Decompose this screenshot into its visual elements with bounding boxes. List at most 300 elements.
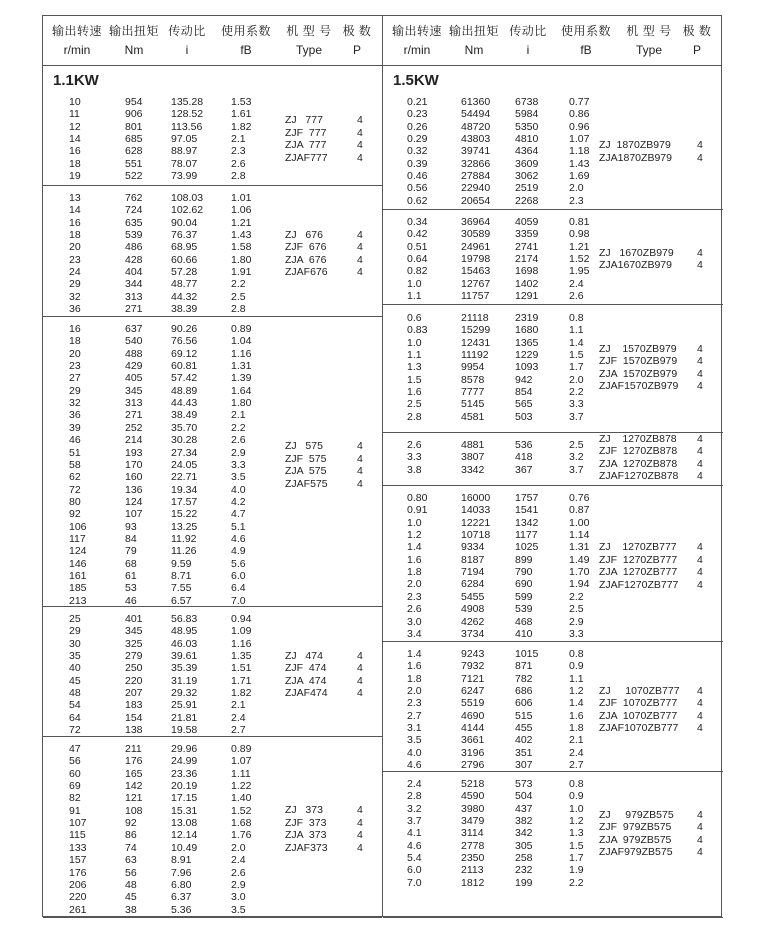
service-factor-cell: 7.0 (231, 594, 246, 607)
torque-cell: 4881 (461, 439, 485, 451)
speed-cell: 117 (69, 532, 86, 545)
torque-cell: 19798 (461, 253, 491, 266)
torque-cell: 271 (125, 409, 143, 422)
ratio-cell: 232 (515, 864, 533, 877)
torque-cell: 762 (125, 192, 143, 204)
speed-cell: 1.8 (407, 672, 422, 685)
ratio-cell: 4364 (515, 145, 539, 158)
model-entry (285, 266, 363, 279)
ratio-cell: 38.49 (171, 409, 198, 422)
ratio-cell: 12.14 (171, 829, 198, 842)
model-entry (599, 684, 703, 698)
speed-cell: 27 (69, 372, 81, 385)
model-type: ZJA1870ZB979 (599, 151, 672, 164)
right-power-label: 1.5KW (393, 72, 439, 89)
service-factor-cell: 1.09 (231, 625, 252, 638)
service-factor-cell: 1.18 (569, 145, 590, 158)
service-factor-cell: 2.0 (231, 841, 246, 854)
service-factor-cell: 1.8 (569, 722, 584, 735)
service-factor-cell: 2.4 (569, 746, 584, 759)
ratio-cell: 24.05 (171, 458, 198, 471)
ratio-cell: 690 (515, 578, 533, 591)
left-header-torque (103, 16, 165, 58)
model-poles: 4 (697, 578, 703, 591)
ratio-cell: 56.83 (171, 613, 198, 625)
speed-cell: 161 (69, 570, 87, 582)
service-factor-cell: 1.31 (569, 541, 590, 554)
model-type: ZJAF979ZB575 (599, 846, 673, 859)
torque-cell: 6284 (461, 578, 485, 591)
model-poles: 4 (697, 367, 703, 380)
speed-cell: 176 (69, 866, 87, 879)
model-type: ZJA 1570ZB979 (599, 367, 678, 380)
ratio-cell: 4059 (515, 216, 539, 228)
ratio-cell: 19.34 (171, 483, 198, 496)
model-type: ZJ 1270ZB878 (599, 432, 677, 445)
ratio-cell: 342 (515, 827, 533, 840)
header-label-cn: 输出扭矩 (448, 24, 499, 38)
model-type: ZJF 474 (285, 662, 327, 675)
model-entry (599, 139, 703, 152)
speed-cell: 46 (69, 434, 81, 447)
service-factor-cell: 1.3 (569, 827, 584, 840)
ratio-cell: 7.55 (171, 582, 192, 595)
ratio-cell: 515 (515, 709, 533, 722)
service-factor-cell: 3.3 (231, 458, 246, 471)
model-type: ZJA 575 (285, 465, 327, 478)
ratio-cell: 48.95 (171, 625, 198, 638)
model-poles: 4 (697, 821, 703, 834)
torque-cell: 43803 (461, 133, 491, 146)
service-factor-cell: 2.2 (569, 590, 584, 603)
service-factor-cell: 1.01 (231, 192, 252, 204)
speed-cell: 0.64 (407, 253, 428, 266)
speed-cell: 2.8 (407, 790, 422, 803)
model-type: ZJF 373 (285, 816, 327, 829)
speed-cell: 18 (69, 157, 81, 170)
service-factor-cell: 2.3 (231, 145, 246, 158)
service-factor-cell: 4.7 (231, 508, 246, 521)
speed-cell: 157 (69, 854, 87, 867)
model-entry (599, 380, 703, 393)
speed-cell: 1.0 (407, 516, 422, 529)
service-factor-cell: 3.7 (569, 410, 584, 423)
ratio-cell: 46.03 (171, 637, 198, 650)
torque-cell: 176 (125, 755, 143, 768)
header-label-cn: 使用系数 (220, 24, 271, 38)
torque-cell: 108 (125, 804, 143, 817)
left-header-poles (335, 16, 379, 58)
torque-cell: 27884 (461, 170, 491, 183)
torque-cell: 61 (125, 570, 137, 582)
header-label-unit: P (352, 43, 361, 57)
service-factor-cell: 2.9 (569, 615, 584, 628)
ratio-cell: 60.81 (171, 360, 198, 373)
torque-cell: 12431 (461, 336, 491, 349)
ratio-cell: 1402 (515, 277, 539, 290)
model-poles: 4 (697, 259, 703, 272)
service-factor-cell: 3.5 (231, 471, 246, 484)
model-poles: 4 (697, 457, 703, 470)
torque-cell: 138 (125, 724, 143, 737)
ratio-cell: 351 (515, 746, 533, 759)
model-poles: 4 (697, 470, 703, 483)
model-poles: 4 (357, 816, 363, 829)
ratio-cell: 6.80 (171, 878, 192, 891)
ratio-cell: 1093 (515, 361, 539, 374)
torque-cell: 220 (125, 674, 143, 687)
speed-cell: 60 (69, 767, 81, 780)
ratio-cell: 15.22 (171, 508, 198, 521)
model-poles: 4 (357, 841, 363, 854)
torque-cell: 84 (125, 532, 137, 545)
ratio-cell: 899 (515, 553, 533, 566)
model-type: ZJ 575 (285, 440, 323, 453)
torque-cell: 9954 (461, 361, 485, 374)
ratio-cell: 503 (515, 410, 533, 423)
service-factor-cell: 2.5 (569, 603, 584, 616)
torque-cell: 3734 (461, 627, 485, 640)
ratio-cell: 10.49 (171, 841, 198, 854)
torque-cell: 4908 (461, 603, 485, 616)
torque-cell: 12221 (461, 516, 491, 529)
ratio-cell: 68.95 (171, 241, 198, 254)
service-factor-cell: 6.0 (231, 570, 246, 582)
service-factor-cell: 1.21 (569, 240, 590, 253)
torque-cell: 7932 (461, 660, 485, 673)
service-factor-cell: 0.89 (231, 323, 252, 335)
model-entry (285, 126, 363, 140)
service-factor-cell: 2.8 (231, 303, 246, 316)
service-factor-cell: 2.5 (569, 439, 584, 451)
model-poles: 4 (697, 722, 703, 735)
ratio-cell: 1541 (515, 504, 539, 517)
speed-cell: 29 (69, 278, 81, 291)
speed-cell: 4.0 (407, 746, 422, 759)
speed-cell: 0.82 (407, 265, 428, 278)
speed-cell: 2.5 (407, 398, 422, 411)
ratio-cell: 57.28 (171, 266, 198, 279)
speed-cell: 1.1 (407, 349, 422, 362)
torque-cell: 16000 (461, 492, 491, 504)
speed-cell: 19 (69, 170, 81, 183)
ratio-cell: 504 (515, 790, 533, 803)
speed-cell: 1.8 (407, 566, 422, 579)
ratio-cell: 102.62 (171, 204, 204, 217)
service-factor-cell: 3.7 (569, 463, 584, 476)
speed-cell: 64 (69, 711, 81, 724)
ratio-cell: 402 (515, 734, 533, 747)
torque-cell: 4262 (461, 615, 485, 628)
torque-cell: 121 (125, 792, 143, 805)
model-type: ZJAF474 (285, 687, 328, 700)
torque-cell: 5218 (461, 778, 485, 790)
speed-cell: 0.34 (407, 216, 428, 228)
ratio-cell: 90.04 (171, 216, 198, 229)
model-poles: 4 (697, 342, 703, 355)
model-poles: 4 (697, 246, 703, 259)
torque-cell: 45 (125, 891, 137, 904)
torque-cell: 48 (125, 878, 137, 891)
speed-cell: 107 (69, 817, 87, 830)
service-factor-cell: 1.7 (569, 361, 584, 374)
model-type: ZJAF1270ZB777 (599, 578, 679, 591)
ratio-cell: 24.99 (171, 755, 198, 768)
left-group-5 (43, 737, 382, 918)
speed-cell: 0.51 (407, 240, 428, 253)
torque-cell: 54494 (461, 108, 491, 121)
ratio-cell: 6.37 (171, 891, 192, 904)
ratio-cell: 418 (515, 451, 533, 464)
left-power-label: 1.1KW (53, 72, 99, 89)
torque-cell: 3342 (461, 463, 485, 476)
service-factor-cell: 1.82 (231, 120, 252, 133)
torque-cell: 20654 (461, 194, 491, 207)
header-label-unit: fB (580, 43, 592, 57)
torque-cell: 3479 (461, 815, 485, 828)
model-poles: 4 (357, 465, 363, 478)
service-factor-cell: 1.07 (231, 755, 252, 768)
speed-cell: 20 (69, 347, 81, 360)
speed-cell: 3.8 (407, 463, 422, 476)
right-header-poles (675, 16, 719, 58)
ratio-cell: 48.77 (171, 278, 198, 291)
model-poles: 4 (697, 445, 703, 458)
torque-cell: 207 (125, 687, 143, 700)
model-type: ZJ 777 (285, 114, 323, 127)
model-entry (599, 355, 703, 368)
ratio-cell: 57.42 (171, 372, 198, 385)
ratio-cell: 854 (515, 386, 533, 399)
speed-cell: 1.6 (407, 660, 422, 673)
model-poles: 4 (697, 697, 703, 710)
ratio-cell: 3062 (515, 170, 539, 183)
speed-cell: 124 (69, 545, 87, 558)
torque-cell: 9243 (461, 648, 485, 660)
torque-cell: 551 (125, 157, 143, 170)
torque-cell: 405 (125, 372, 143, 385)
model-entry (599, 445, 703, 458)
model-entry (599, 722, 703, 735)
header-label-unit: Nm (124, 43, 144, 57)
model-poles: 4 (357, 253, 363, 266)
ratio-cell: 128.52 (171, 108, 204, 121)
speed-cell: 40 (69, 662, 81, 675)
left-header-service-factor (209, 16, 283, 58)
torque-cell: 170 (125, 458, 143, 471)
torque-cell: 3196 (461, 746, 485, 759)
ratio-cell: 30.28 (171, 434, 198, 447)
model-entry (285, 452, 363, 466)
torque-cell: 313 (125, 290, 143, 303)
speed-cell: 2.3 (407, 697, 422, 710)
ratio-cell: 468 (515, 615, 533, 628)
torque-cell: 271 (125, 303, 143, 316)
torque-cell: 522 (125, 170, 143, 183)
ratio-cell: 1291 (515, 290, 539, 303)
model-poles: 4 (357, 452, 363, 465)
speed-cell: 0.83 (407, 324, 428, 337)
service-factor-cell: 1.21 (231, 216, 252, 229)
service-factor-cell: 3.5 (231, 903, 246, 916)
model-poles: 4 (697, 139, 703, 152)
left-group-2 (43, 186, 382, 317)
ratio-cell: 35.39 (171, 662, 198, 675)
torque-cell: 252 (125, 421, 143, 434)
service-factor-cell: 2.7 (231, 724, 246, 737)
model-entry (599, 553, 703, 567)
torque-cell: 10718 (461, 529, 491, 542)
torque-cell: 325 (125, 637, 143, 650)
header-label-unit: r/min (403, 43, 431, 57)
torque-cell: 5145 (461, 398, 485, 411)
ratio-cell: 13.25 (171, 520, 198, 533)
model-type: ZJ 474 (285, 649, 323, 662)
service-factor-cell: 1.82 (231, 687, 252, 700)
torque-cell: 637 (125, 323, 143, 335)
torque-cell: 685 (125, 133, 143, 146)
left-header-speed (43, 16, 111, 58)
torque-cell: 2113 (461, 864, 484, 877)
service-factor-cell: 1.49 (569, 553, 590, 566)
torque-cell: 92 (125, 817, 137, 830)
ratio-cell: 565 (515, 398, 533, 411)
torque-cell: 7194 (461, 566, 485, 579)
ratio-cell: 13.08 (171, 817, 198, 830)
torque-cell: 214 (125, 434, 143, 447)
model-poles: 4 (357, 662, 363, 675)
model-entry (599, 821, 703, 834)
service-factor-cell: 1.91 (231, 266, 252, 279)
service-factor-cell: 1.68 (231, 817, 252, 830)
service-factor-cell: 2.4 (231, 854, 246, 867)
header-label-cn: 极 数 (682, 24, 712, 38)
ratio-cell: 2741 (515, 240, 539, 253)
model-poles: 4 (357, 228, 363, 241)
ratio-cell: 29.96 (171, 743, 198, 755)
speed-cell: 3.4 (407, 627, 422, 640)
torque-cell: 79 (125, 545, 137, 558)
service-factor-cell: 1.04 (231, 335, 252, 348)
model-entry (599, 432, 703, 446)
speed-cell: 14 (69, 204, 81, 217)
model-type: ZJF 1270ZB878 (599, 445, 678, 458)
service-factor-cell: 5.6 (231, 557, 246, 570)
header-label-unit: P (692, 43, 701, 57)
model-type: ZJ 979ZB575 (599, 808, 674, 821)
service-factor-cell: 3.3 (569, 398, 584, 411)
speed-cell: 82 (69, 792, 81, 805)
speed-cell: 16 (69, 145, 81, 158)
speed-cell: 2.8 (407, 410, 422, 423)
header-label-unit: fB (240, 43, 252, 57)
speed-cell: 69 (69, 780, 81, 793)
model-entry (285, 114, 363, 127)
torque-cell: 12767 (461, 277, 491, 290)
speed-cell: 206 (69, 878, 87, 891)
torque-cell: 124 (125, 495, 143, 508)
ratio-cell: 790 (515, 566, 533, 579)
service-factor-cell: 0.81 (569, 216, 590, 228)
service-factor-cell: 4.6 (231, 532, 246, 545)
speed-cell: 10 (69, 96, 81, 108)
ratio-cell: 60.66 (171, 253, 198, 266)
torque-cell: 3661 (461, 734, 485, 747)
service-factor-cell: 2.1 (231, 409, 246, 422)
speed-cell: 1.4 (407, 648, 422, 660)
torque-cell: 165 (125, 767, 143, 780)
model-entry (285, 829, 363, 842)
model-entry (285, 477, 363, 491)
ratio-cell: 6738 (515, 96, 539, 108)
service-factor-cell: 1.9 (569, 864, 584, 877)
speed-cell: 0.26 (407, 120, 428, 133)
ratio-cell: 3609 (515, 157, 539, 170)
speed-cell: 62 (69, 471, 81, 484)
torque-cell: 38 (125, 903, 137, 916)
model-entry (599, 151, 703, 165)
model-poles: 4 (357, 266, 363, 279)
torque-cell: 48720 (461, 120, 491, 133)
ratio-cell: 5.36 (171, 903, 192, 916)
torque-cell: 3980 (461, 802, 485, 815)
service-factor-cell: 1.31 (231, 360, 252, 373)
ratio-cell: 29.32 (171, 687, 198, 700)
ratio-cell: 8.71 (171, 570, 192, 582)
ratio-cell: 8.91 (171, 854, 192, 867)
torque-cell: 5519 (461, 697, 485, 710)
service-factor-cell: 1.71 (231, 674, 252, 687)
speed-cell: 106 (69, 520, 87, 533)
service-factor-cell: 4.9 (231, 545, 246, 558)
speed-cell: 213 (69, 594, 87, 607)
speed-cell: 3.1 (407, 722, 422, 735)
service-factor-cell: 0.86 (569, 108, 590, 121)
ratio-cell: 48.89 (171, 384, 198, 397)
speed-cell: 91 (69, 804, 81, 817)
ratio-cell: 2519 (515, 182, 539, 195)
speed-cell: 36 (69, 303, 81, 316)
service-factor-cell: 1.1 (569, 324, 584, 337)
speed-cell: 220 (69, 891, 87, 904)
speed-cell: 2.3 (407, 590, 422, 603)
speed-cell: 12 (69, 120, 81, 133)
model-type: ZJF 1070ZB777 (599, 697, 678, 710)
ratio-cell: 782 (515, 672, 533, 685)
model-type: ZJAF1270ZB878 (599, 470, 679, 483)
service-factor-cell: 0.89 (231, 743, 252, 755)
ratio-cell: 76.37 (171, 229, 198, 242)
torque-cell: 4144 (461, 722, 485, 735)
service-factor-cell: 1.14 (569, 529, 590, 542)
torque-cell: 63 (125, 854, 137, 867)
service-factor-cell: 1.5 (569, 839, 584, 852)
service-factor-cell: 1.22 (231, 780, 252, 793)
model-entry (285, 804, 363, 817)
speed-cell: 29 (69, 625, 81, 638)
service-factor-cell: 2.6 (231, 157, 246, 170)
right-header-torque (443, 16, 505, 58)
model-poles: 4 (697, 151, 703, 164)
speed-cell: 16 (69, 216, 81, 229)
speed-cell: 0.56 (407, 182, 428, 195)
model-type: ZJA 1270ZB777 (599, 566, 678, 579)
model-entry (599, 470, 703, 483)
torque-cell: 36964 (461, 216, 491, 228)
model-entry (599, 566, 703, 579)
torque-cell: 401 (125, 613, 143, 625)
right-header-speed (383, 16, 451, 58)
